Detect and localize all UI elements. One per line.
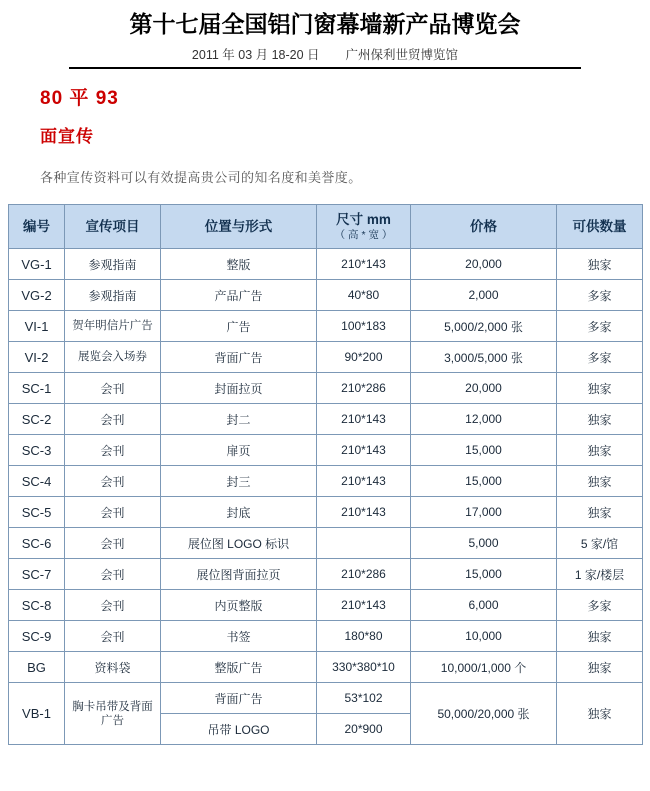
cell-qty: 多家 — [557, 342, 643, 373]
cell-size: 210*143 — [317, 590, 411, 621]
cell-item: 会刊 — [65, 466, 161, 497]
cell-qty: 多家 — [557, 590, 643, 621]
column-label: 价格 — [470, 218, 497, 234]
cell-price: 12,000 — [411, 404, 557, 435]
column-header-price — [411, 205, 557, 249]
cell-position: 展位图 LOGO 标识 — [161, 528, 317, 559]
cell-size: 180*80 — [317, 621, 411, 652]
cell-qty: 独家 — [557, 404, 643, 435]
cell-size: 100*183 — [317, 311, 411, 342]
cell-item: 展览会入场券 — [65, 342, 161, 373]
event-date: 2011 年 03 月 18-20 日 — [191, 48, 320, 63]
cell-price: 2,000 — [411, 280, 557, 311]
cell-item: 资料袋 — [65, 652, 161, 683]
cell-item: 贺年明信片广告 — [65, 311, 161, 342]
event-venue: 广州保利世贸博览馆 — [345, 48, 459, 63]
cell-price: 5,000/2,000 张 — [411, 311, 557, 342]
cell-item: 会刊 — [65, 621, 161, 652]
table-row — [9, 249, 643, 280]
cell-code: BG — [9, 652, 65, 683]
table-row — [9, 590, 643, 621]
cell-position: 封二 — [161, 404, 317, 435]
table-row — [9, 280, 643, 311]
cell-code: SC-1 — [9, 373, 65, 404]
cell-size: 210*143 — [317, 404, 411, 435]
cell-size — [317, 528, 411, 559]
cell-qty: 5 家/馆 — [557, 528, 643, 559]
cell-position: 封三 — [161, 466, 317, 497]
cell-qty: 1 家/楼层 — [557, 559, 643, 590]
price-table-wrap — [8, 204, 642, 745]
cell-size: 210*143 — [317, 435, 411, 466]
cell-price: 20,000 — [411, 249, 557, 280]
table-row — [9, 497, 643, 528]
cell-qty: 独家 — [557, 621, 643, 652]
cell-code: SC-5 — [9, 497, 65, 528]
cell-position: 扉页 — [161, 435, 317, 466]
cell-price: 5,000 — [411, 528, 557, 559]
price-table — [8, 204, 643, 745]
cell-position: 封面拉页 — [161, 373, 317, 404]
cell-price: 15,000 — [411, 466, 557, 497]
column-label: 宣传项目 — [85, 218, 140, 234]
table-row — [9, 404, 643, 435]
cell-position: 封底 — [161, 497, 317, 528]
cell-position: 背面广告 — [161, 342, 317, 373]
cell-size: 210*143 — [317, 466, 411, 497]
cell-code: SC-4 — [9, 466, 65, 497]
intro-line-b: 面宣传 — [40, 127, 94, 147]
cell-size: 210*143 — [317, 497, 411, 528]
cell-item: 会刊 — [65, 528, 161, 559]
cell-position: 内页整版 — [161, 590, 317, 621]
cell-position: 书签 — [161, 621, 317, 652]
column-sublabel: （ 高 * 宽 ） — [334, 228, 393, 241]
column-label: 可供数量 — [572, 218, 627, 234]
cell-qty: 多家 — [557, 311, 643, 342]
cell-size: 90*200 — [317, 342, 411, 373]
table-row — [9, 311, 643, 342]
cell-code: SC-9 — [9, 621, 65, 652]
cell-price: 50,000/20,000 张 — [411, 683, 557, 745]
table-row — [9, 342, 643, 373]
table-header-row — [9, 205, 643, 249]
cell-item: 会刊 — [65, 497, 161, 528]
table-row — [9, 559, 643, 590]
cell-code: VB-1 — [9, 683, 65, 745]
column-header-position — [161, 205, 317, 249]
table-row — [9, 435, 643, 466]
cell-size: 210*286 — [317, 373, 411, 404]
cell-code: VG-2 — [9, 280, 65, 311]
cell-qty: 多家 — [557, 280, 643, 311]
column-label: 编号 — [23, 218, 50, 234]
cell-item: 参观指南 — [65, 280, 161, 311]
column-header-code — [9, 205, 65, 249]
cell-code: VG-1 — [9, 249, 65, 280]
cell-price: 20,000 — [411, 373, 557, 404]
cell-item: 会刊 — [65, 435, 161, 466]
cell-qty: 独家 — [557, 683, 643, 745]
column-header-qty — [557, 205, 643, 249]
column-label: 位置与形式 — [204, 218, 273, 234]
cell-code: VI-2 — [9, 342, 65, 373]
cell-size: 210*286 — [317, 559, 411, 590]
column-header-item — [65, 205, 161, 249]
cell-price: 3,000/5,000 张 — [411, 342, 557, 373]
page-title: 第十七届全国铝门窗幕墙新产品博览会 — [129, 12, 521, 37]
column-header-size — [317, 205, 411, 249]
intro-line-a: 80 平 93 — [40, 88, 119, 110]
cell-item: 胸卡吊带及背面广告 — [65, 683, 161, 745]
cell-code: SC-6 — [9, 528, 65, 559]
document-header — [0, 0, 650, 69]
cell-price: 6,000 — [411, 590, 557, 621]
table-row — [9, 652, 643, 683]
table-row — [9, 621, 643, 652]
cell-position: 广告 — [161, 311, 317, 342]
table-row — [9, 528, 643, 559]
cell-code: SC-7 — [9, 559, 65, 590]
cell-qty: 独家 — [557, 497, 643, 528]
intro-block — [0, 83, 650, 186]
cell-qty: 独家 — [557, 435, 643, 466]
table-row — [9, 466, 643, 497]
cell-size: 53*102 — [317, 683, 411, 714]
cell-price: 15,000 — [411, 559, 557, 590]
cell-position: 整版广告 — [161, 652, 317, 683]
cell-size: 40*80 — [317, 280, 411, 311]
cell-position: 产品广告 — [161, 280, 317, 311]
cell-size: 20*900 — [317, 714, 411, 745]
cell-position: 整版 — [161, 249, 317, 280]
cell-code: VI-1 — [9, 311, 65, 342]
cell-position: 背面广告 — [161, 683, 317, 714]
cell-size: 210*143 — [317, 249, 411, 280]
cell-item: 会刊 — [65, 404, 161, 435]
cell-position: 吊带 LOGO — [161, 714, 317, 745]
cell-code: SC-2 — [9, 404, 65, 435]
column-label: 尺寸 mm — [336, 211, 391, 227]
cell-price: 10,000 — [411, 621, 557, 652]
cell-item: 会刊 — [65, 373, 161, 404]
header-subtitle — [69, 45, 581, 69]
cell-price: 17,000 — [411, 497, 557, 528]
cell-qty: 独家 — [557, 652, 643, 683]
cell-price: 10,000/1,000 个 — [411, 652, 557, 683]
cell-item: 参观指南 — [65, 249, 161, 280]
cell-item: 会刊 — [65, 590, 161, 621]
cell-qty: 独家 — [557, 373, 643, 404]
cell-qty: 独家 — [557, 249, 643, 280]
cell-item: 会刊 — [65, 559, 161, 590]
cell-code: SC-3 — [9, 435, 65, 466]
cell-price: 15,000 — [411, 435, 557, 466]
cell-position: 展位图背面拉页 — [161, 559, 317, 590]
table-row — [9, 683, 643, 714]
cell-code: SC-8 — [9, 590, 65, 621]
table-row — [9, 373, 643, 404]
intro-description: 各种宣传资料可以有效提高贵公司的知名度和美誉度。 — [40, 170, 362, 186]
cell-qty: 独家 — [557, 466, 643, 497]
cell-size: 330*380*10 — [317, 652, 411, 683]
